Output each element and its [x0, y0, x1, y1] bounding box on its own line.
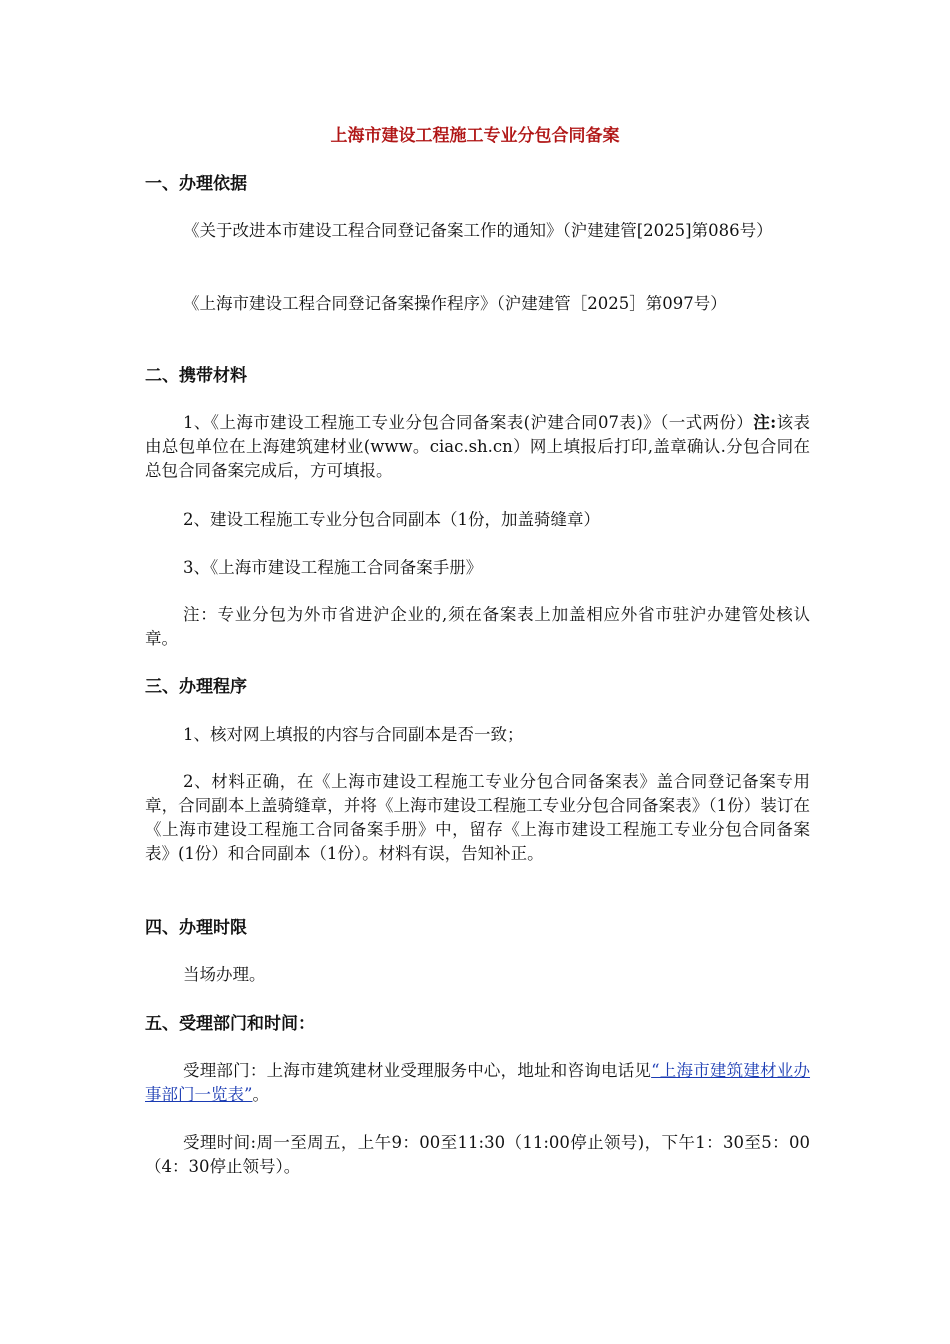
document-title: 上海市建设工程施工专业分包合同备案: [330, 126, 620, 146]
section-heading-basis: 一、办理依据: [145, 174, 247, 194]
materials-note-paragraph: 注：专业分包为外市省进沪企业的,须在备案表上加盖相应外省市驻沪办建管处核认章。: [145, 605, 810, 648]
section-heading-time-limit: 四、办理时限: [145, 918, 247, 938]
procedure-paragraph-2: 2、材料正确，在《上海市建设工程施工专业分包合同备案表》盖合同登记备案专用章，合同副本上盖骑缝章，并将《上海市建设工程施工专业分包合同备案表》（1份）装订在《上海市建设工程施工合同备案手册》中，留存《上海市建设工程施工专业分包合同备案表》(1份）和合同副本（1份）。材料有误，告知补正。: [145, 772, 810, 863]
section-heading-materials: 二、携带材料: [145, 366, 247, 386]
materials-item-1-text: 1、《上海市建设工程施工专业分包合同备案表(沪建合同07表)》（一式两份）: [183, 413, 754, 432]
department-list-link[interactable]: “上海市建筑建材业办事部门一览表”: [145, 1061, 811, 1104]
time-limit-paragraph: 当场办理。: [183, 965, 266, 984]
materials-paragraph-2: 2、建设工程施工专业分包合同副本（1份，加盖骑缝章）: [183, 510, 600, 529]
section-heading-department: 五、受理部门和时间：: [145, 1014, 315, 1034]
basis-paragraph-1: 《关于改进本市建设工程合同登记备案工作的通知》（沪建建管[2025]第086号）: [183, 221, 773, 240]
department-text: 受理部门：上海市建筑建材业受理服务中心，地址和咨询电话见: [183, 1061, 652, 1080]
department-text-end: 。: [252, 1085, 269, 1104]
procedure-paragraph-1: 1、核对网上填报的内容与合同副本是否一致；: [183, 725, 524, 744]
basis-paragraph-2: 《上海市建设工程合同登记备案操作程序》（沪建建管［2025］第097号）: [183, 294, 727, 313]
department-paragraph: [145, 1059, 810, 1107]
section-heading-procedure: 三、办理程序: [145, 677, 247, 697]
materials-note-label: 注:: [753, 413, 777, 432]
hours-paragraph: 受理时间:周一至周五，上午9：00至11:30（11:00停止领号)，下午1：30至5：00（4：30停止领号）。: [145, 1133, 810, 1176]
materials-item-1-note: 该表由总包单位在上海建筑建材业(www。ciac.sh.cn）网上填报后打印,盖章确认.分包合同在总包合同备案完成后，方可填报。: [145, 413, 811, 480]
materials-paragraph-1: [145, 411, 810, 483]
materials-paragraph-3: 3、《上海市建设工程施工合同备案手册》: [183, 558, 483, 577]
